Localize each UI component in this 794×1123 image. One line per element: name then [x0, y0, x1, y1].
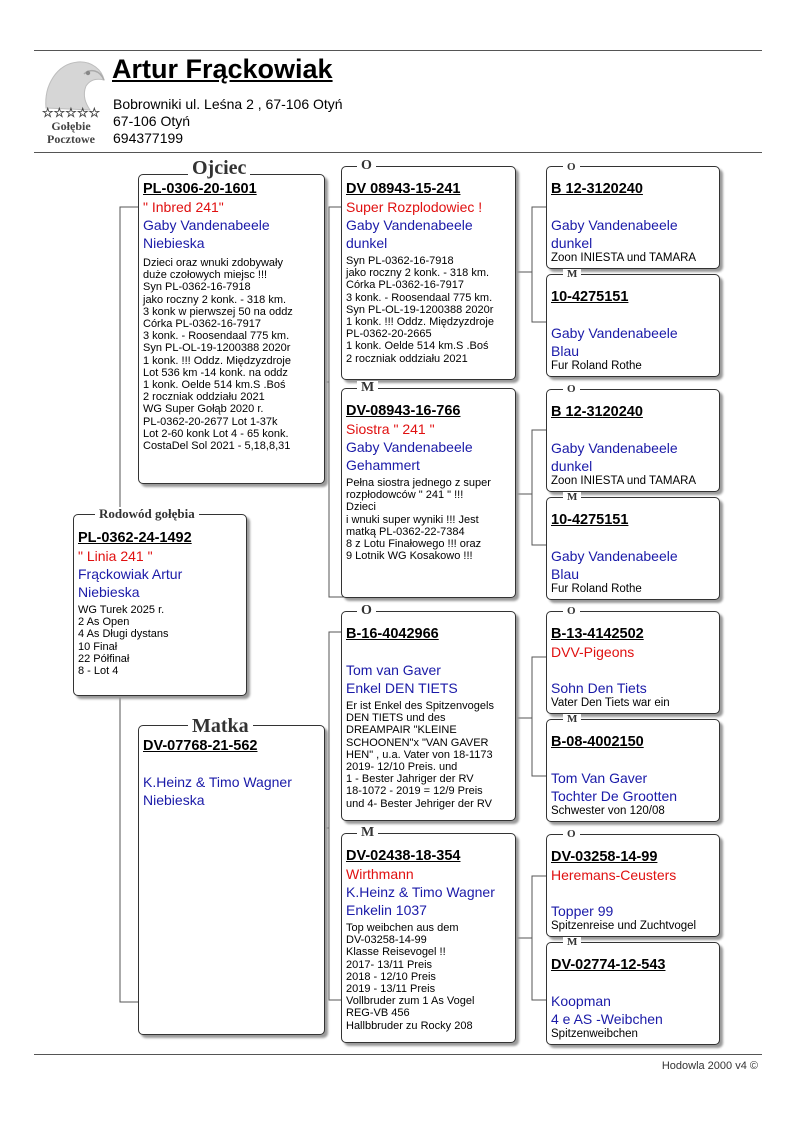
- mm-breeder: K.Heinz & Timo Wagner: [346, 884, 495, 900]
- pigeon-main[interactable]: [73, 514, 247, 696]
- pigeon-fmm[interactable]: [546, 497, 720, 600]
- owner-phone: 694377199: [113, 130, 184, 146]
- mff-breeder: [551, 661, 719, 679]
- pigeon-fff[interactable]: [546, 166, 720, 269]
- pedigree-title-label: Rodowód gołębia: [95, 507, 199, 520]
- mm-ring: DV-02438-18-354: [346, 848, 461, 864]
- mm-label: M: [357, 826, 378, 840]
- mfm-label: M: [563, 714, 581, 725]
- ff-color: dunkel: [346, 235, 388, 251]
- mf-ring: B-16-4042966: [346, 626, 439, 642]
- mfm-name: [551, 751, 719, 769]
- mf-color: Enkel DEN TIETS: [346, 680, 458, 696]
- mmf-ring: DV-03258-14-99: [551, 849, 658, 865]
- fmm-breeder: Gaby Vandenabeele: [551, 548, 678, 564]
- mfm-breeder: Tom Van Gaver: [551, 770, 648, 786]
- ffm-color: Blau: [551, 343, 580, 359]
- pigeon-mother[interactable]: [138, 725, 325, 1035]
- mfm-ring: B-08-4002150: [551, 734, 644, 750]
- father-desc: Dzieci oraz wnuki zdobywały duże czołowych miejsc !!! Syn PL-0362-16-7918 jako roczny 2 konk. - 318 km. 3 konk w pierwszej 50 na oddz Córka PL-0362-16-7917 3 konk. - Roosendaal 775 km. Syn PL-OL-19-1200388 2020r 1 konk. !!! Oddz. Międzyzdroje Lot 536 km -14 konk. na oddz 1 konk. Oelde 514 km.S .Boś 2 roczniak oddziału 2021 WG Super Gołąb 2020 r. PL-0362-20-2677 Lot 1-37k Lot 2-60 konk Lot 4 - 65 konk. CostaDel Sol 2021 - 5,18,8,31: [143, 257, 293, 453]
- fmf-ring: B 12-3120240: [551, 404, 643, 420]
- pigeon-mff[interactable]: [546, 611, 720, 714]
- owner-city: 67-106 Otyń: [113, 113, 191, 129]
- fmm-name: [551, 529, 719, 547]
- father-label: Ojciec: [188, 158, 250, 178]
- ff-ring: DV 08943-15-241: [346, 181, 461, 197]
- fff-color: dunkel: [551, 235, 593, 251]
- mother-breeder: K.Heinz & Timo Wagner: [143, 774, 292, 790]
- fm-label: M: [357, 381, 378, 395]
- ffm-breeder: Gaby Vandenabeele: [551, 325, 678, 341]
- fff-name: [551, 198, 719, 216]
- mff-label: O: [563, 606, 580, 617]
- mmm-label: M: [563, 937, 581, 948]
- mother-label: Matka: [188, 716, 253, 736]
- father-color: Niebieska: [143, 235, 205, 251]
- fmm-label: M: [563, 492, 581, 503]
- mm-desc: Top weibchen aus dem DV-03258-14-99 Klasse Reisevogel !! 2017- 13/11 Preis 2018 - 12/10 Preis 2019 - 13/11 Preis Vollbruder zum 1 As Vogel REG-VB 456 Hallbbruder zu Rocky 208: [346, 922, 475, 1032]
- mf-name: [346, 643, 515, 661]
- pigeon-mf[interactable]: [341, 611, 516, 821]
- mmf-name: Heremans-Ceusters: [551, 867, 677, 883]
- fm-ring: DV-08943-16-766: [346, 403, 461, 419]
- mmm-desc: Spitzenweibchen: [551, 1028, 638, 1040]
- ff-name: Super Rozplodowiec !: [346, 199, 483, 215]
- mmm-breeder: Koopman: [551, 993, 611, 1009]
- mm-color: Enkelin 1037: [346, 902, 427, 918]
- father-ring: PL-0306-20-1601: [143, 181, 257, 197]
- pigeon-father[interactable]: [138, 174, 325, 484]
- mff-color: Sohn Den Tiets: [551, 680, 647, 696]
- fff-desc: Zoon INIESTA und TAMARA: [551, 252, 697, 264]
- pigeon-fmf[interactable]: [546, 389, 720, 492]
- ffm-label: M: [563, 269, 581, 280]
- mf-label: O: [357, 604, 376, 618]
- mm-name: Wirthmann: [346, 866, 414, 882]
- pigeon-mm[interactable]: [341, 833, 516, 1043]
- ffm-desc: Fur Roland Rothe: [551, 360, 642, 372]
- logo-text-1: Gołębie: [51, 119, 91, 133]
- fmf-label: O: [563, 384, 580, 395]
- footer-credit: Hodowla 2000 v4 ©: [661, 1060, 758, 1072]
- fm-color: Gehammert: [346, 457, 420, 473]
- father-breeder: Gaby Vandenabeele: [143, 217, 270, 233]
- father-name: " Inbred 241": [143, 199, 224, 215]
- fmm-desc: Fur Roland Rothe: [551, 583, 642, 595]
- owner-name: Artur Frąckowiak: [112, 54, 333, 84]
- ffm-name: [551, 306, 719, 324]
- fmf-name: [551, 421, 719, 439]
- mmf-desc: Spitzenreise und Zuchtvogel: [551, 920, 697, 932]
- mff-name: DVV-Pigeons: [551, 644, 635, 660]
- fmf-breeder: Gaby Vandenabeele: [551, 440, 678, 456]
- logo-stars: ☆☆☆☆☆: [41, 105, 101, 120]
- pigeon-fm[interactable]: [341, 388, 516, 598]
- main-color: Niebieska: [78, 584, 140, 600]
- pigeon-mmf[interactable]: [546, 834, 720, 937]
- pigeon-mmm[interactable]: [546, 942, 720, 1045]
- mother-color: Niebieska: [143, 792, 205, 808]
- mff-desc: Vater Den Tiets war ein: [551, 697, 670, 709]
- logo-text-2: Pocztowe: [47, 132, 95, 146]
- mmf-breeder: [551, 884, 719, 902]
- main-ring: PL-0362-24-1492: [78, 530, 192, 546]
- mmf-label: O: [563, 829, 580, 840]
- fm-name: Siostra " 241 ": [346, 421, 435, 437]
- fm-breeder: Gaby Vandenabeele: [346, 439, 473, 455]
- fff-label: O: [563, 162, 580, 173]
- mother-name: [143, 755, 324, 773]
- owner-address: Bobrowniki ul. Leśna 2 , 67-106 Otyń: [113, 96, 343, 112]
- mmm-name: [551, 974, 719, 992]
- fff-ring: B 12-3120240: [551, 181, 643, 197]
- ff-label: O: [357, 159, 376, 173]
- fff-breeder: Gaby Vandenabeele: [551, 217, 678, 233]
- footer-rule: [34, 1054, 762, 1055]
- mfm-color: Tochter De Grootten: [551, 788, 678, 804]
- fm-desc: Pełna siostra jednego z super rozpłodowców " 241 " !!! Dzieci i wnuki super wyniki !!! Jest matką PL-0362-22-7384 8 z Lotu Finałowego !!! oraz 9 Lotnik WG Kosakowo !!!: [346, 477, 491, 563]
- mmf-color: Topper 99: [551, 903, 614, 919]
- ffm-ring: 10-4275151: [551, 289, 629, 305]
- mff-ring: B-13-4142502: [551, 626, 644, 642]
- mother-ring: DV-07768-21-562: [143, 738, 258, 754]
- main-name: " Linia 241 ": [78, 548, 153, 564]
- mf-breeder: Tom van Gaver: [346, 662, 441, 678]
- fmm-color: Blau: [551, 566, 580, 582]
- pigeon-ff[interactable]: [341, 166, 516, 380]
- mfm-desc: Schwester von 120/08: [551, 805, 665, 817]
- mmm-color: 4 e AS -Weibchen: [551, 1011, 663, 1027]
- pigeon-ffm[interactable]: [546, 274, 720, 377]
- main-desc: WG Turek 2025 r. 2 As Open 4 As Długi dystans 10 Finał 22 Półfinał 8 - Lot 4: [78, 604, 169, 678]
- fmf-desc: Zoon INIESTA und TAMARA: [551, 475, 697, 487]
- ff-desc: Syn PL-0362-16-7918 jako roczny 2 konk. - 318 km. Córka PL-0362-16-7917 3 konk. - Roosendaal 775 km. Syn PL-OL-19-1200388 2020r 1 konk. !!! Oddz. Międzyzdroje PL-0362-20-2665 1 konk. Oelde 514 km.S .Boś 2 roczniak oddziału 2021: [346, 255, 494, 365]
- fmf-color: dunkel: [551, 458, 593, 474]
- fmm-ring: 10-4275151: [551, 512, 629, 528]
- mf-desc: Er ist Enkel des Spitzenvogels DEN TIETS und des DREAMPAIR "KLEINE SCHOONEN"x "VAN GAVER HEN" , u.a. Vater von 18-1173 2019- 12/10 Preis. und 1 - Bester Jahriger der RV 18-1072 - 2019 = 12/9 Preis und 4- Bester Jehriger der RV: [346, 700, 494, 810]
- main-breeder: Frąckowiak Artur: [78, 566, 183, 582]
- pigeon-mfm[interactable]: [546, 719, 720, 822]
- mmm-ring: DV-02774-12-543: [551, 957, 666, 973]
- ff-breeder: Gaby Vandenabeele: [346, 217, 473, 233]
